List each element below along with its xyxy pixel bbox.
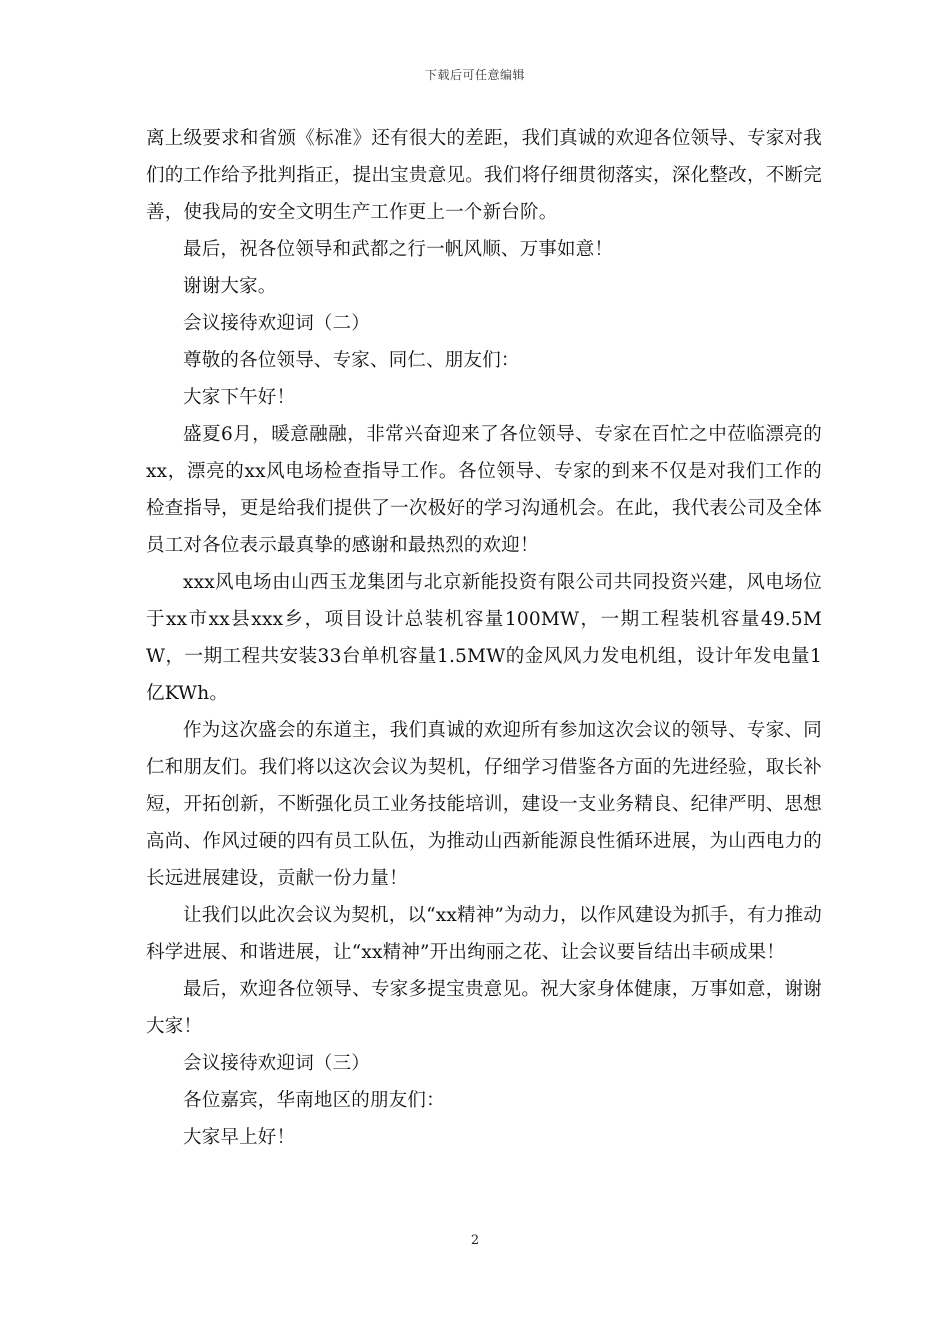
paragraph: 最后，祝各位领导和武都之行一帆风顺、万事如意！ bbox=[183, 239, 614, 260]
section-heading: 会议接待欢迎词（二） bbox=[183, 313, 371, 334]
paragraph: 让我们以此次会议为契机，以“xx精神”为动力，以作风建设为抓手，有力推动科学进展、和谐进展，让“xx精神”开出绚丽之花、让会议要旨结出丰硕成果！ bbox=[146, 905, 822, 963]
page-number: 2 bbox=[470, 1233, 480, 1248]
greeting: 大家下午好！ bbox=[183, 387, 296, 408]
salutation: 尊敬的各位领导、专家、同仁、朋友们： bbox=[183, 350, 520, 371]
greeting: 大家早上好！ bbox=[183, 1127, 296, 1148]
page-header: 下载后可任意编辑 bbox=[424, 68, 525, 82]
paragraph: 最后，欢迎各位领导、专家多提宝贵意见。祝大家身体健康，万事如意，谢谢大家！ bbox=[146, 979, 822, 1037]
paragraph: 谢谢大家。 bbox=[183, 276, 277, 297]
paragraph: 盛夏6月，暖意融融，非常兴奋迎来了各位领导、专家在百忙之中莅临漂亮的xx，漂亮的xx风电场检查指导工作。各位领导、专家的到来不仅是对我们工作的检查指导，更是给我们提供了一次极好的学习沟通机会。在此，我代表公司及全体员工对各位表示最真挚的感谢和最热烈的欢迎！ bbox=[146, 424, 822, 556]
salutation: 各位嘉宾，华南地区的朋友们： bbox=[183, 1090, 445, 1111]
document-body bbox=[146, 120, 822, 1156]
section-heading: 会议接待欢迎词（三） bbox=[183, 1053, 371, 1074]
paragraph: xxx风电场由山西玉龙集团与北京新能投资有限公司共同投资兴建，风电场位于xx市xx县xxx乡，项目设计总装机容量100MW，一期工程装机容量49.5MW，一期工程共安装33台单机容量1.5MW的金风风力发电机组，设计年发电量1亿KWh。 bbox=[146, 572, 822, 704]
paragraph: 离上级要求和省颁《标准》还有很大的差距，我们真诚的欢迎各位领导、专家对我们的工作给予批判指正，提出宝贵意见。我们将仔细贯彻落实，深化整改，不断完善，使我局的安全文明生产工作更上一个新台阶。 bbox=[146, 128, 822, 223]
paragraph: 作为这次盛会的东道主，我们真诚的欢迎所有参加这次会议的领导、专家、同仁和朋友们。我们将以这次会议为契机，仔细学习借鉴各方面的先进经验，取长补短，开拓创新，不断强化员工业务技能培训，建设一支业务精良、纪律严明、思想高尚、作风过硬的四有员工队伍，为推动山西新能源良性循环进展，为山西电力的长远进展建设，贡献一份力量！ bbox=[146, 720, 822, 889]
